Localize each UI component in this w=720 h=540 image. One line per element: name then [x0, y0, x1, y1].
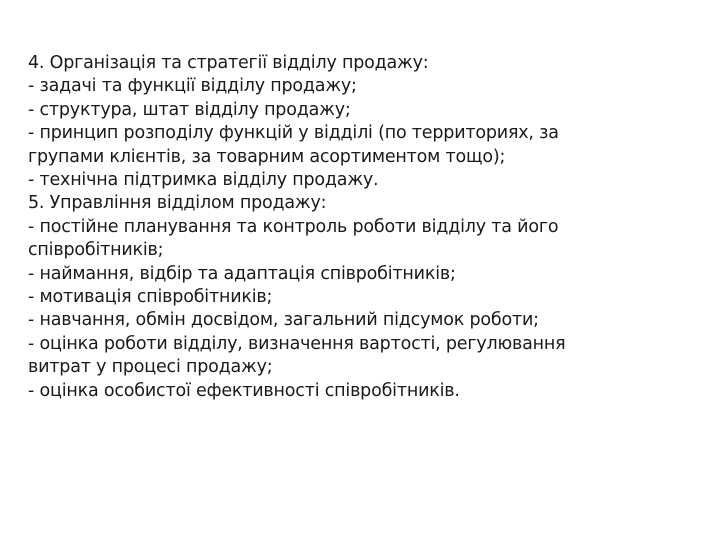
- list-item: - технічна підтримка відділу продажу.: [28, 170, 379, 191]
- list-item: - принцип розподілу функцій у відділі (по территориях, за: [28, 123, 559, 144]
- list-item: - оцінка роботи відділу, визначення вартості, регулювання: [28, 333, 566, 354]
- list-item-continuation: групами клієнтів, за товарним асортиментом тощо);: [28, 146, 506, 167]
- section-heading-management: 5. Управління відділом продажу:: [28, 193, 327, 214]
- list-item: - мотивація співробітників;: [28, 287, 273, 308]
- list-item: - оцінка особистої ефективності співробітників.: [28, 380, 460, 401]
- list-item: - постійне планування та контроль роботи відділу та його: [28, 216, 559, 237]
- list-item: - структура, штат відділу продажу;: [28, 99, 351, 120]
- list-item-continuation: витрат у процесі продажу;: [28, 357, 273, 378]
- list-item: - навчання, обмін досвідом, загальний підсумок роботи;: [28, 310, 539, 331]
- slide-text-body: [28, 52, 708, 403]
- list-item-continuation: співробітників;: [28, 240, 164, 261]
- list-item: - задачі та функції відділу продажу;: [28, 76, 357, 97]
- list-item: - наймання, відбір та адаптація співробітників;: [28, 263, 456, 284]
- section-heading-organization: 4. Організація та стратегії відділу продажу:: [28, 53, 429, 73]
